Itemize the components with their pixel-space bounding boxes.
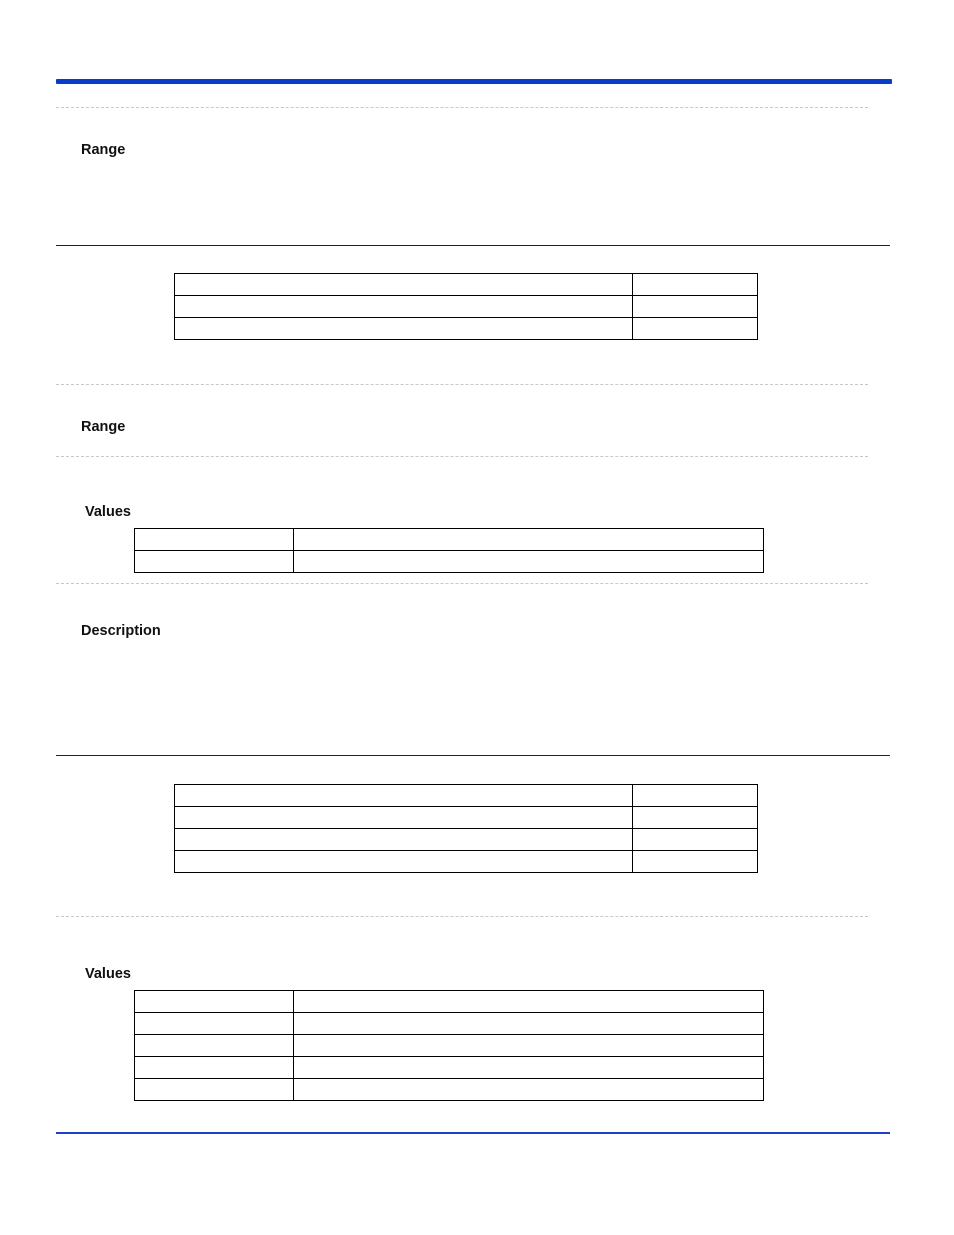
footer-rule: [56, 1132, 890, 1134]
table-cell: [294, 529, 764, 551]
table-row: [135, 1013, 764, 1035]
table-row: [175, 296, 758, 318]
table-2: [134, 528, 764, 573]
table-cell: [633, 785, 758, 807]
table-cell: [135, 991, 294, 1013]
table-4: [134, 990, 764, 1101]
table-cell: [294, 1057, 764, 1079]
range-heading-2: Range: [81, 419, 126, 435]
table-cell: [294, 1079, 764, 1101]
table-cell: [135, 551, 294, 573]
table-row: [175, 851, 758, 873]
table-cell: [633, 318, 758, 340]
table-row: [135, 1035, 764, 1057]
table-row: [175, 829, 758, 851]
dashed-separator: [56, 384, 868, 385]
table-row: [135, 1057, 764, 1079]
table-row: [175, 274, 758, 296]
table-row: [175, 807, 758, 829]
table-cell: [175, 785, 633, 807]
table-row: [135, 551, 764, 573]
table-cell: [175, 829, 633, 851]
table-cell: [633, 829, 758, 851]
table-cell: [633, 274, 758, 296]
table-1: [174, 273, 758, 340]
table-row: [175, 318, 758, 340]
dashed-separator: [56, 583, 868, 584]
table-cell: [135, 529, 294, 551]
table-cell: [294, 1013, 764, 1035]
dashed-separator: [56, 916, 868, 917]
table-cell: [633, 807, 758, 829]
table-cell: [633, 296, 758, 318]
table-cell: [294, 551, 764, 573]
values-heading-1: Values: [85, 504, 131, 520]
section-rule: [56, 245, 890, 246]
table-3: [174, 784, 758, 873]
description-heading: Description: [81, 623, 161, 639]
table-row: [135, 1079, 764, 1101]
table-cell: [175, 296, 633, 318]
dashed-separator: [56, 107, 868, 108]
table-cell: [175, 318, 633, 340]
table-cell: [175, 851, 633, 873]
table-cell: [135, 1057, 294, 1079]
table-cell: [294, 991, 764, 1013]
header-bar: [56, 79, 892, 84]
table-cell: [135, 1013, 294, 1035]
table-cell: [175, 807, 633, 829]
table-cell: [135, 1035, 294, 1057]
table-cell: [294, 1035, 764, 1057]
section-rule: [56, 755, 890, 756]
table-cell: [633, 851, 758, 873]
values-heading-2: Values: [85, 966, 131, 982]
table-row: [135, 991, 764, 1013]
dashed-separator: [56, 456, 868, 457]
table-cell: [175, 274, 633, 296]
table-row: [175, 785, 758, 807]
table-row: [135, 529, 764, 551]
table-cell: [135, 1079, 294, 1101]
range-heading-1: Range: [81, 142, 126, 158]
